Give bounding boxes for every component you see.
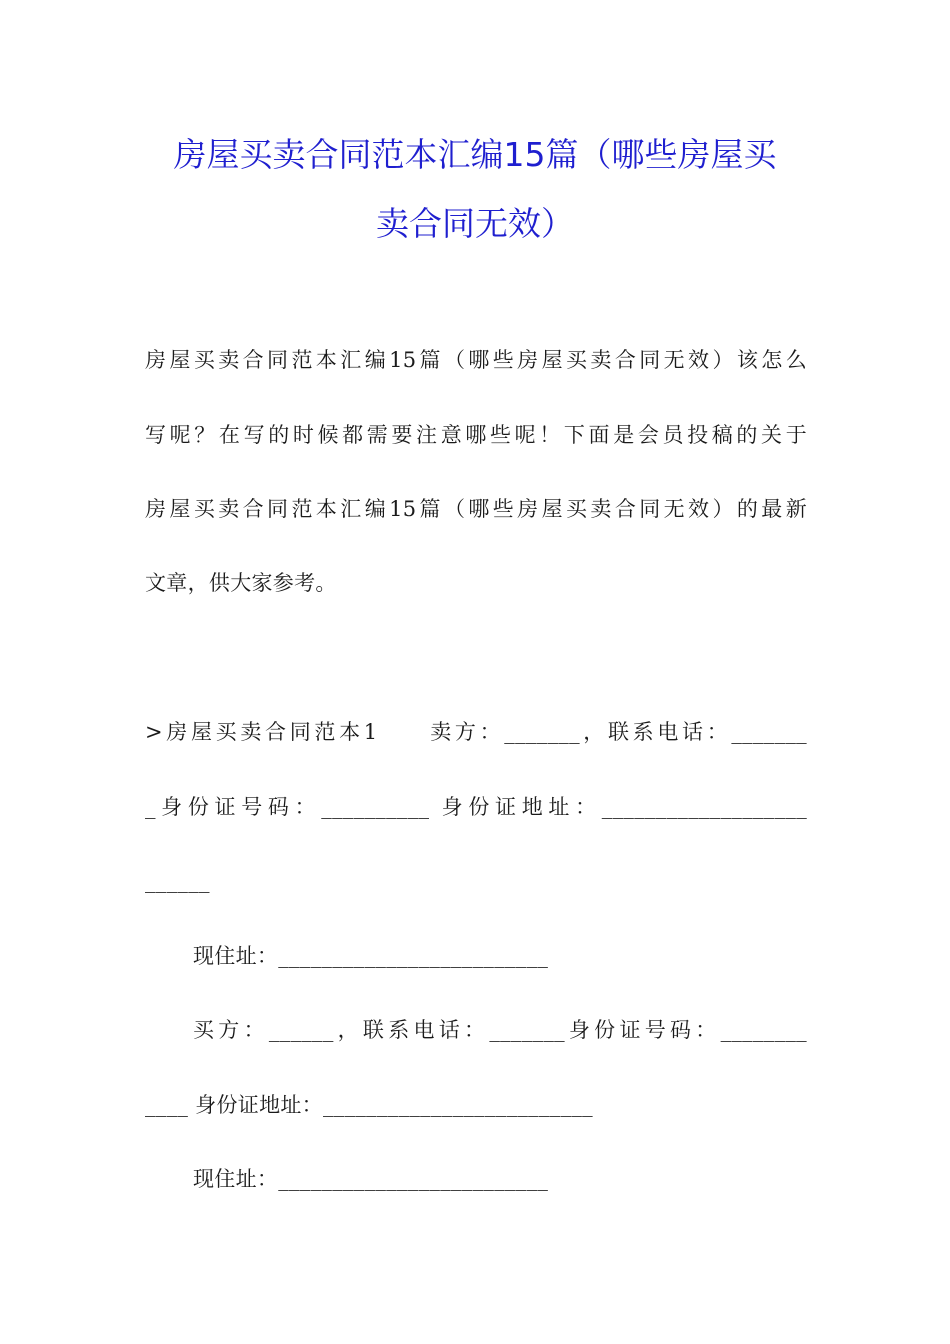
contract-line-seller-address: 现住址：_________________________ (193, 944, 549, 968)
contract-line-buyer-id-address: ____ 身份证地址：_________________________ (145, 1093, 593, 1117)
intro-line-1: 房屋买卖合同范本汇编15篇（哪些房屋买卖合同无效）该怎么 (145, 348, 807, 372)
contract-line-buyer-address: 现住址：_________________________ (193, 1167, 549, 1191)
intro-line-3: 房屋买卖合同范本汇编15篇（哪些房屋买卖合同无效）的最新 (145, 497, 807, 521)
intro-line-4: 文章，供大家参考。 (145, 571, 337, 595)
contract-line-buyer: 买方：______，联系电话：_______身份证号码：________ (193, 1018, 807, 1042)
contract-line-seller: >房屋买卖合同范本1 卖方：_______，联系电话：_______ (145, 720, 807, 744)
contract-line-seller-id-cont: ______ (145, 869, 210, 893)
contract-line-seller-id: _身份证号码：__________ 身份证地址：___________________ (145, 795, 807, 819)
document-title-line-1: 房屋买卖合同范本汇编15篇（哪些房屋买 (173, 135, 777, 174)
document-title-line-2: 卖合同无效） (376, 204, 574, 243)
intro-line-2: 写呢？在写的时候都需要注意哪些呢！下面是会员投稿的关于 (145, 423, 807, 447)
